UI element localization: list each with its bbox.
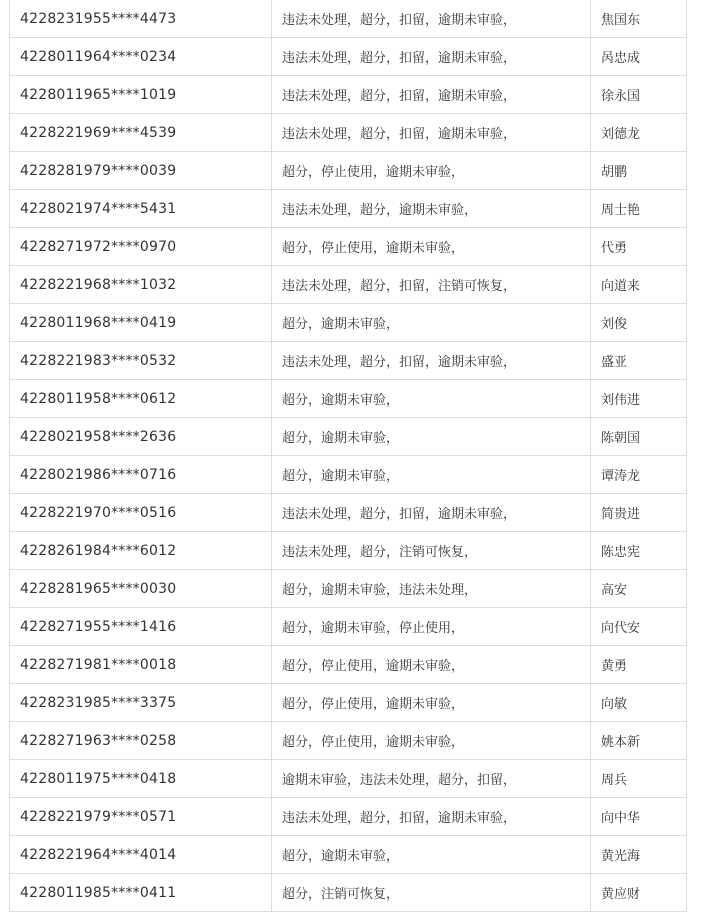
status-cell: 违法未处理，超分，逾期未审验， [272,190,591,228]
table-row [10,0,687,38]
table-row [10,380,687,418]
id-number-cell: 4228231985****3375 [10,684,272,722]
name-cell: 盛亚 [591,342,687,380]
id-number-cell: 4228281979****0039 [10,152,272,190]
id-number-cell: 4228021986****0716 [10,456,272,494]
status-cell: 超分，注销可恢复， [272,874,591,912]
status-cell: 违法未处理，超分，扣留，逾期未审验， [272,38,591,76]
name-cell: 胡鹏 [591,152,687,190]
id-number-cell: 4228011958****0612 [10,380,272,418]
table-row [10,874,687,912]
name-cell: 焦国东 [591,0,687,38]
id-number-cell: 4228271955****1416 [10,608,272,646]
name-cell: 向敏 [591,684,687,722]
table-row [10,342,687,380]
name-cell: 呙忠成 [591,38,687,76]
id-number-cell: 4228221979****0571 [10,798,272,836]
status-cell: 违法未处理，超分，注销可恢复， [272,532,591,570]
id-number-cell: 4228221964****4014 [10,836,272,874]
status-cell: 超分，逾期未审验，停止使用， [272,608,591,646]
name-cell: 陈忠宪 [591,532,687,570]
table-row [10,646,687,684]
id-number-cell: 4228011975****0418 [10,760,272,798]
table-row [10,836,687,874]
name-cell: 刘俊 [591,304,687,342]
status-cell: 超分，停止使用，逾期未审验， [272,152,591,190]
table-body [10,0,687,912]
name-cell: 代勇 [591,228,687,266]
id-number-cell: 4228021958****2636 [10,418,272,456]
table-row [10,684,687,722]
id-number-cell: 4228011968****0419 [10,304,272,342]
id-number-cell: 4228271972****0970 [10,228,272,266]
name-cell: 谭涛龙 [591,456,687,494]
id-number-cell: 4228021974****5431 [10,190,272,228]
license-status-table-container [9,0,686,912]
table-row [10,456,687,494]
table-row [10,798,687,836]
table-row [10,722,687,760]
license-status-table [9,0,687,912]
id-number-cell: 4228011965****1019 [10,76,272,114]
id-number-cell: 4228271963****0258 [10,722,272,760]
status-cell: 超分，停止使用，逾期未审验， [272,684,591,722]
table-row [10,190,687,228]
id-number-cell: 4228221970****0516 [10,494,272,532]
id-number-cell: 4228221983****0532 [10,342,272,380]
table-row [10,76,687,114]
status-cell: 违法未处理，超分，扣留，逾期未审验， [272,114,591,152]
status-cell: 违法未处理，超分，扣留，逾期未审验， [272,342,591,380]
id-number-cell: 4228011985****0411 [10,874,272,912]
table-row [10,760,687,798]
name-cell: 陈朝国 [591,418,687,456]
status-cell: 超分，逾期未审验， [272,836,591,874]
id-number-cell: 4228011964****0234 [10,38,272,76]
table-row [10,38,687,76]
table-row [10,570,687,608]
name-cell: 黄应财 [591,874,687,912]
status-cell: 超分，逾期未审验， [272,456,591,494]
id-number-cell: 4228261984****6012 [10,532,272,570]
name-cell: 高安 [591,570,687,608]
status-cell: 违法未处理，超分，扣留，逾期未审验， [272,798,591,836]
table-row [10,494,687,532]
status-cell: 超分，逾期未审验，违法未处理， [272,570,591,608]
name-cell: 姚本新 [591,722,687,760]
table-row [10,152,687,190]
id-number-cell: 4228271981****0018 [10,646,272,684]
status-cell: 超分，逾期未审验， [272,418,591,456]
status-cell: 违法未处理，超分，扣留，逾期未审验， [272,0,591,38]
name-cell: 向中华 [591,798,687,836]
status-cell: 超分，逾期未审验， [272,304,591,342]
status-cell: 超分，逾期未审验， [272,380,591,418]
id-number-cell: 4228281965****0030 [10,570,272,608]
name-cell: 刘德龙 [591,114,687,152]
name-cell: 周兵 [591,760,687,798]
table-row [10,228,687,266]
name-cell: 黄勇 [591,646,687,684]
name-cell: 向道来 [591,266,687,304]
status-cell: 逾期未审验，违法未处理，超分，扣留， [272,760,591,798]
name-cell: 周士艳 [591,190,687,228]
table-row [10,532,687,570]
status-cell: 超分，停止使用，逾期未审验， [272,646,591,684]
table-row [10,608,687,646]
table-row [10,418,687,456]
status-cell: 违法未处理，超分，扣留，逾期未审验， [272,76,591,114]
name-cell: 刘伟进 [591,380,687,418]
name-cell: 徐永国 [591,76,687,114]
id-number-cell: 4228231955****4473 [10,0,272,38]
id-number-cell: 4228221968****1032 [10,266,272,304]
name-cell: 黄光海 [591,836,687,874]
status-cell: 违法未处理，超分，扣留，注销可恢复， [272,266,591,304]
table-row [10,266,687,304]
name-cell: 简贵进 [591,494,687,532]
name-cell: 向代安 [591,608,687,646]
status-cell: 超分，停止使用，逾期未审验， [272,228,591,266]
table-row [10,114,687,152]
status-cell: 超分，停止使用，逾期未审验， [272,722,591,760]
id-number-cell: 4228221969****4539 [10,114,272,152]
status-cell: 违法未处理，超分，扣留，逾期未审验， [272,494,591,532]
table-row [10,304,687,342]
